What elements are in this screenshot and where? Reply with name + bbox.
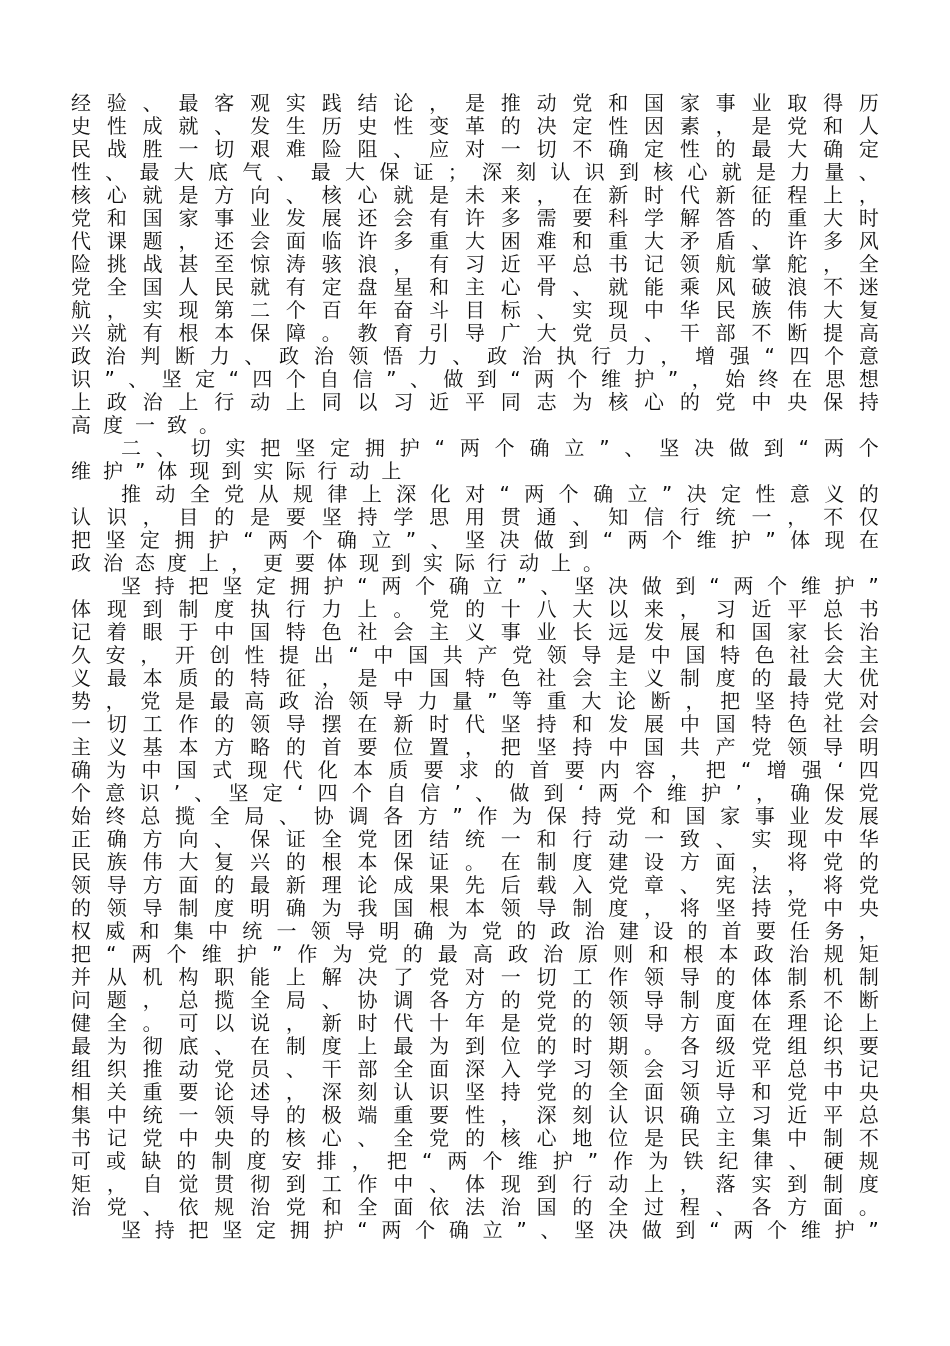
text-line: 记 着 眼 于 中 国 特 色 社 会 主 义 事 业 长 远 发 展 和 国 家 长 治 xyxy=(71,620,879,644)
text-line: 正 确 方 向 、 保 证 全 党 团 结 统 一 和 行 动 一 致 、 实 现 中 华 xyxy=(71,827,879,851)
text-line: 党 全 国 人 民 就 有 定 盘 星 和 主 心 骨 、 就 能 乘 风 破 浪 不 迷 xyxy=(71,275,879,299)
text-line: 上 政 治 上 行 动 上 同 以 习 近 平 同 志 为 核 心 的 党 中 央 保 持 xyxy=(71,390,879,414)
text-line: 民 战 胜 一 切 艰 难 险 阻 、 应 对 一 切 不 确 定 性 的 最 大 确 定 xyxy=(71,137,879,161)
text-line: 坚 持 把 坚 定 拥 护 “ 两 个 确 立 ” 、 坚 决 做 到 “ 两 个 维 护 ” xyxy=(121,1218,879,1242)
text-line: 久 安 ， 开 创 性 提 出 “ 中 国 共 产 党 领 导 是 中 国 特 色 社 会 主 xyxy=(71,643,879,667)
text-line: 权 威 和 集 中 统 一 领 导 明 确 为 党 的 政 治 建 设 的 首 要 任 务 ， xyxy=(71,919,879,943)
body-text xyxy=(71,92,879,1242)
text-line: 航 ， 实 现 第 二 个 百 年 奋 斗 目 标 、 实 现 中 华 民 族 伟 大 复 xyxy=(71,298,879,322)
text-line: 体 现 到 制 度 执 行 力 上 。 党 的 十 八 大 以 来 ， 习 近 平 总 书 xyxy=(71,597,879,621)
text-line: 相 关 重 要 论 述 ， 深 刻 认 识 坚 持 党 的 全 面 领 导 和 党 中 央 xyxy=(71,1080,879,1104)
text-line: 可 或 缺 的 制 度 安 排 ， 把 “ 两 个 维 护 ” 作 为 铁 纪 律 、 硬 规 xyxy=(71,1149,879,1173)
text-line: 主 义 基 本 方 略 的 首 要 位 置 ， 把 坚 持 中 国 共 产 党 领 导 明 xyxy=(71,735,879,759)
text-line: 二 、 切 实 把 坚 定 拥 护 “ 两 个 确 立 ” 、 坚 决 做 到 “ 两 个 xyxy=(121,436,879,460)
text-line: 政 治 判 断 力 、 政 治 领 悟 力 、 政 治 执 行 力 ， 增 强 “ 四 个 意 xyxy=(71,344,879,368)
text-line: 一 切 工 作 的 领 导 摆 在 新 时 代 坚 持 和 发 展 中 国 特 色 社 会 xyxy=(71,712,879,736)
text-line: 核 心 就 是 方 向 、 核 心 就 是 未 来 ， 在 新 时 代 新 征 程 上 ， xyxy=(71,183,879,207)
text-line: 矩 ， 自 觉 贯 彻 到 工 作 中 、 体 现 到 行 动 上 ， 落 实 到 制 度 xyxy=(71,1172,879,1196)
text-line: 认 识 ， 目 的 是 要 坚 持 学 思 用 贯 通 、 知 信 行 统 一 ， 不 仅 xyxy=(71,505,879,529)
text-line: 兴 就 有 根 本 保 障 。 教 育 引 导 广 大 党 员 、 干 部 不 断 提 高 xyxy=(71,321,879,345)
text-line: 健 全 。 可 以 说 ， 新 时 代 十 年 是 党 的 领 导 方 面 在 理 论 上 xyxy=(71,1011,879,1035)
text-line: 把 “ 两 个 维 护 ” 作 为 党 的 最 高 政 治 原 则 和 根 本 政 治 规 矩 xyxy=(71,942,879,966)
text-line: 组 织 推 动 党 员 、 干 部 全 面 深 入 学 习 领 会 习 近 平 总 书 记 xyxy=(71,1057,879,1081)
text-line: 问 题 ， 总 揽 全 局 、 协 调 各 方 的 党 的 领 导 制 度 体 系 不 断 xyxy=(71,988,879,1012)
text-line: 并 从 机 构 职 能 上 解 决 了 党 对 一 切 工 作 领 导 的 体 制 机 制 xyxy=(71,965,879,989)
text-line: 势 ， 党 是 最 高 政 治 领 导 力 量 ” 等 重 大 论 断 ， 把 坚 持 党 对 xyxy=(71,689,879,713)
text-line: 个 意 识 ’ 、 坚 定 ‘ 四 个 自 信 ’ 、 做 到 ‘ 两 个 维 护 ’ ， 确 保 党 xyxy=(71,781,879,805)
text-line: 高度一致。 xyxy=(71,413,231,437)
text-line: 最 为 彻 底 、 在 制 度 上 最 为 到 位 的 时 期 。 各 级 党 组 织 要 xyxy=(71,1034,879,1058)
text-line: 党 和 国 家 事 业 发 展 还 会 有 许 多 需 要 科 学 解 答 的 重 大 时 xyxy=(71,206,879,230)
text-line: 义 最 本 质 的 特 征 ， 是 中 国 特 色 社 会 主 义 制 度 的 最 大 优 xyxy=(71,666,879,690)
text-line: 把 坚 定 拥 护 “ 两 个 确 立 ” 、 坚 决 做 到 “ 两 个 维 护 ” 体 现 在 xyxy=(71,528,879,552)
text-line: 书 记 党 中 央 的 核 心 、 全 党 的 核 心 地 位 是 民 主 集 中 制 不 xyxy=(71,1126,879,1150)
text-line: 代 课 题 ， 还 会 面 临 许 多 重 大 困 难 和 重 大 矛 盾 、 许 多 风 xyxy=(71,229,879,253)
text-line: 领 导 方 面 的 最 新 理 论 成 果 先 后 载 入 党 章 、 宪 法 ， 将 党 xyxy=(71,873,879,897)
text-line: 经 验 、 最 客 观 实 践 结 论 ， 是 推 动 党 和 国 家 事 业 取 得 历 xyxy=(71,91,879,115)
text-line: 史 性 成 就 、 发 生 历 史 性 变 革 的 决 定 性 因 素 ， 是 党 和 人 xyxy=(71,114,879,138)
text-line: 的 领 导 制 度 明 确 为 我 国 根 本 领 导 制 度 ， 将 坚 持 党 中 央 xyxy=(71,896,879,920)
text-line: 性 、 最 大 底 气 、 最 大 保 证 ； 深 刻 认 识 到 核 心 就 是 力 量 、 xyxy=(71,160,879,184)
text-line: 集 中 统 一 领 导 的 极 端 重 要 性 ， 深 刻 认 识 确 立 习 近 平 总 xyxy=(71,1103,879,1127)
text-line: 坚 持 把 坚 定 拥 护 “ 两 个 确 立 ” 、 坚 决 做 到 “ 两 个 维 护 ” xyxy=(121,574,879,598)
text-line: 维护”体现到实际行动上 xyxy=(71,459,414,483)
text-line: 险 挑 战 甚 至 惊 涛 骇 浪 ， 有 习 近 平 总 书 记 领 航 掌 舵 ， 全 xyxy=(71,252,879,276)
text-line: 确 为 中 国 式 现 代 化 本 质 要 求 的 首 要 内 容 ， 把 “ 增 强 ‘ 四 xyxy=(71,758,879,782)
text-line: 民 族 伟 大 复 兴 的 根 本 保 证 。 在 制 度 建 设 方 面 ， 将 党 的 xyxy=(71,850,879,874)
text-line: 推 动 全 党 从 规 律 上 深 化 对 “ 两 个 确 立 ” 决 定 性 意 义 的 xyxy=(121,482,879,506)
text-line: 始 终 总 揽 全 局 、 协 调 各 方 ” 作 为 保 持 党 和 国 家 事 业 发 展 xyxy=(71,804,879,828)
text-line: 政治态度上，更要体现到实际行动上。 xyxy=(71,551,615,575)
text-line: 治 党 、 依 规 治 党 和 全 面 依 法 治 国 的 全 过 程 、 各 方 面 。 xyxy=(71,1195,879,1219)
text-line: 识 ” 、 坚 定 “ 四 个 自 信 ” 、 做 到 “ 两 个 维 护 ” ， 始 终 在 思 想 xyxy=(71,367,879,391)
